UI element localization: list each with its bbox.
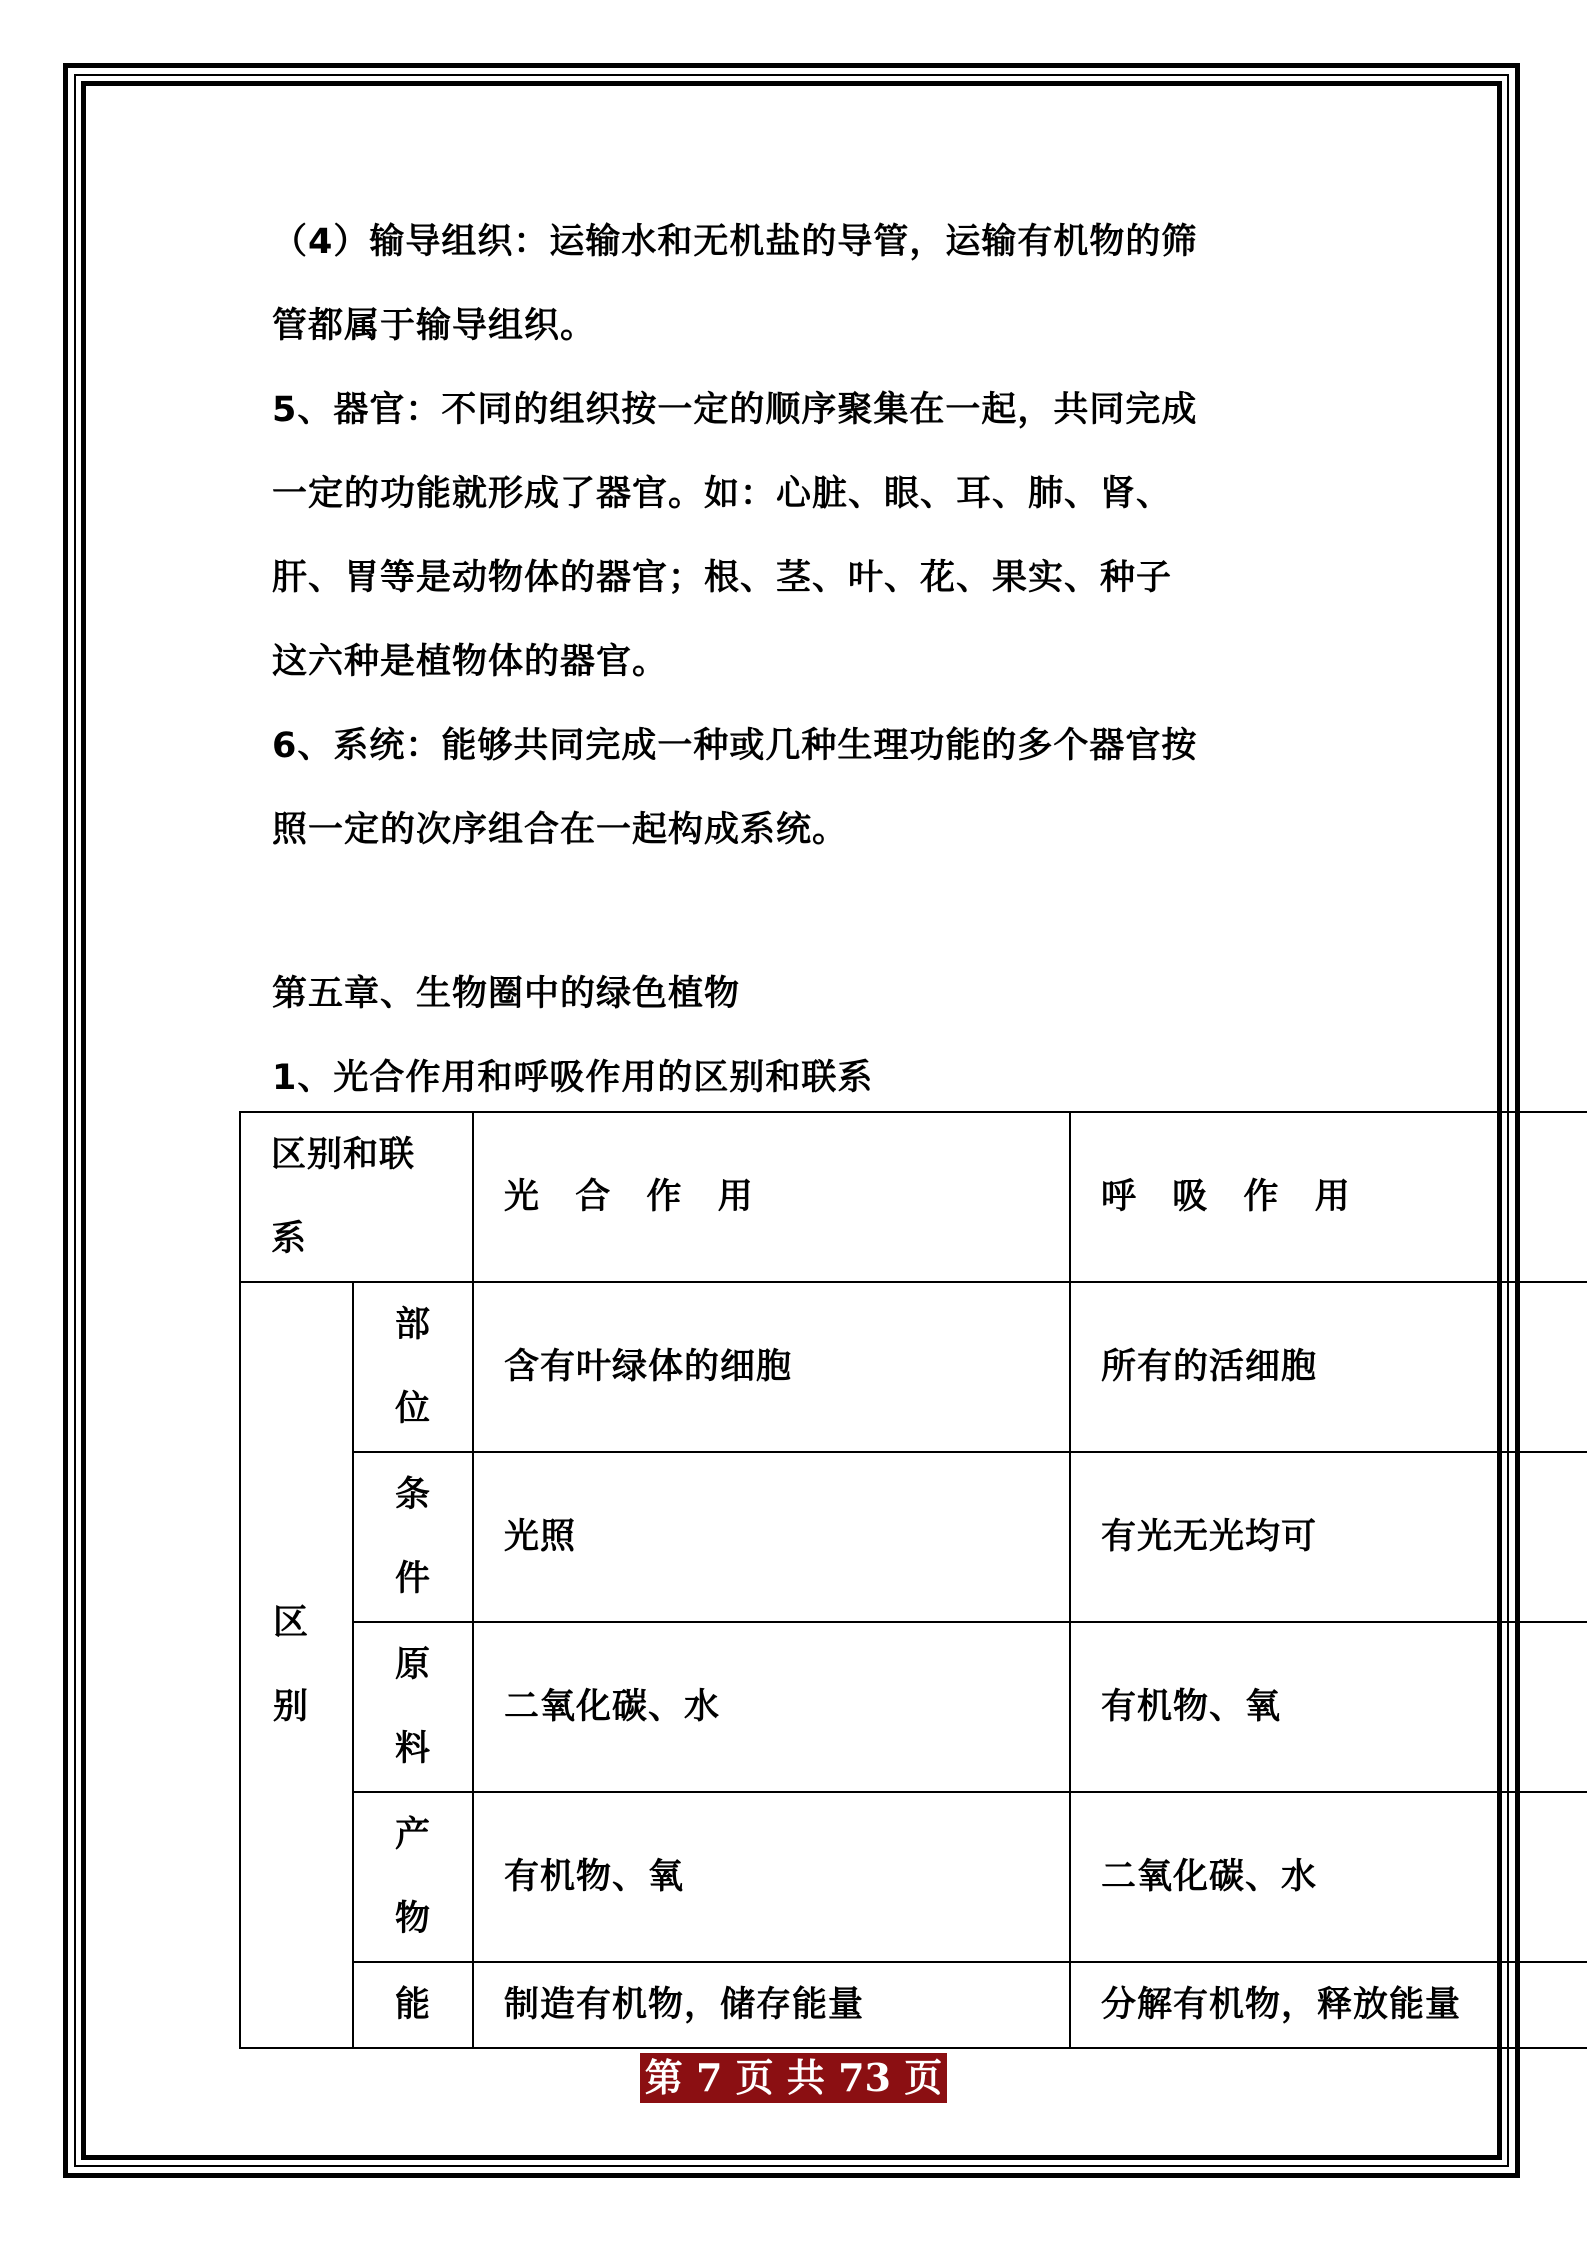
- row-label-line1: 原: [395, 1645, 432, 1685]
- respiration-cell: 有机物、氧: [1070, 1622, 1587, 1792]
- header-respiration: 呼 吸 作 用: [1070, 1112, 1587, 1282]
- photosynthesis-cell: 有机物、氧: [473, 1792, 1070, 1962]
- paragraph-line: 这六种是植物体的器官。: [272, 642, 669, 682]
- paragraph-line: 5、器官：不同的组织按一定的顺序聚集在一起，共同完成: [272, 390, 1198, 430]
- paragraph-line: 照一定的次序组合在一起构成系统。: [272, 810, 849, 850]
- row-label-cell: [353, 1962, 473, 2048]
- group-label-line2: 别: [273, 1687, 310, 1727]
- row-label-line2: 件: [395, 1559, 432, 1599]
- table-row: [240, 1452, 1587, 1622]
- row-label-line2: 料: [395, 1729, 432, 1769]
- row-label-line2: 物: [395, 1899, 432, 1939]
- paragraph-line: 肝、胃等是动物体的器官；根、茎、叶、花、果实、种子: [272, 558, 1173, 598]
- table-header-row: [240, 1112, 1587, 1282]
- paragraph-line: 6、系统：能够共同完成一种或几种生理功能的多个器官按: [272, 726, 1198, 766]
- photosynthesis-cell: 二氧化碳、水: [473, 1622, 1070, 1792]
- row-label-cell: [353, 1452, 473, 1622]
- page-number-footer: 第 7 页 共 73 页: [640, 2053, 947, 2103]
- row-label-cell: [353, 1622, 473, 1792]
- group-label-line1: 区: [273, 1603, 310, 1643]
- row-label-line1: 部: [395, 1305, 432, 1345]
- respiration-cell: 二氧化碳、水: [1070, 1792, 1587, 1962]
- body-text: [272, 200, 1312, 1120]
- header-photosynthesis: 光 合 作 用: [473, 1112, 1070, 1282]
- row-label-cell: [353, 1792, 473, 1962]
- corner-label-line2: 系: [271, 1219, 308, 1259]
- respiration-cell: 所有的活细胞: [1070, 1282, 1587, 1452]
- table-row: [240, 1282, 1587, 1452]
- table-row: [240, 1792, 1587, 1962]
- photosynthesis-cell: 含有叶绿体的细胞: [473, 1282, 1070, 1452]
- photosynthesis-cell: 光照: [473, 1452, 1070, 1622]
- comparison-table: [239, 1111, 1587, 2049]
- photosynthesis-cell: 制造有机物，储存能量: [473, 1962, 1070, 2048]
- paragraph-line: （4）输导组织：运输水和无机盐的导管，运输有机物的筛: [272, 222, 1198, 262]
- table-row: [240, 1622, 1587, 1792]
- chapter-title: 第五章、生物圈中的绿色植物: [272, 974, 741, 1014]
- respiration-cell: 有光无光均可: [1070, 1452, 1587, 1622]
- paragraph-line: 管都属于输导组织。: [272, 306, 597, 346]
- row-label-line2: 位: [395, 1389, 432, 1429]
- paragraph-line: 一定的功能就形成了器官。如：心脏、眼、耳、肺、肾、: [272, 474, 1173, 514]
- row-label-cell: [353, 1282, 473, 1452]
- table-row: [240, 1962, 1587, 2048]
- respiration-cell: 分解有机物，释放能量: [1070, 1962, 1587, 2048]
- table-corner-cell: [240, 1112, 473, 1282]
- row-label-line1: 能: [395, 1985, 432, 2025]
- section-title: 1、光合作用和呼吸作用的区别和联系: [272, 1058, 874, 1098]
- row-label-line1: 条: [395, 1475, 432, 1515]
- group-label-cell: [240, 1282, 353, 2048]
- row-label-line1: 产: [395, 1815, 432, 1855]
- corner-label-line1: 区别和联: [271, 1135, 416, 1175]
